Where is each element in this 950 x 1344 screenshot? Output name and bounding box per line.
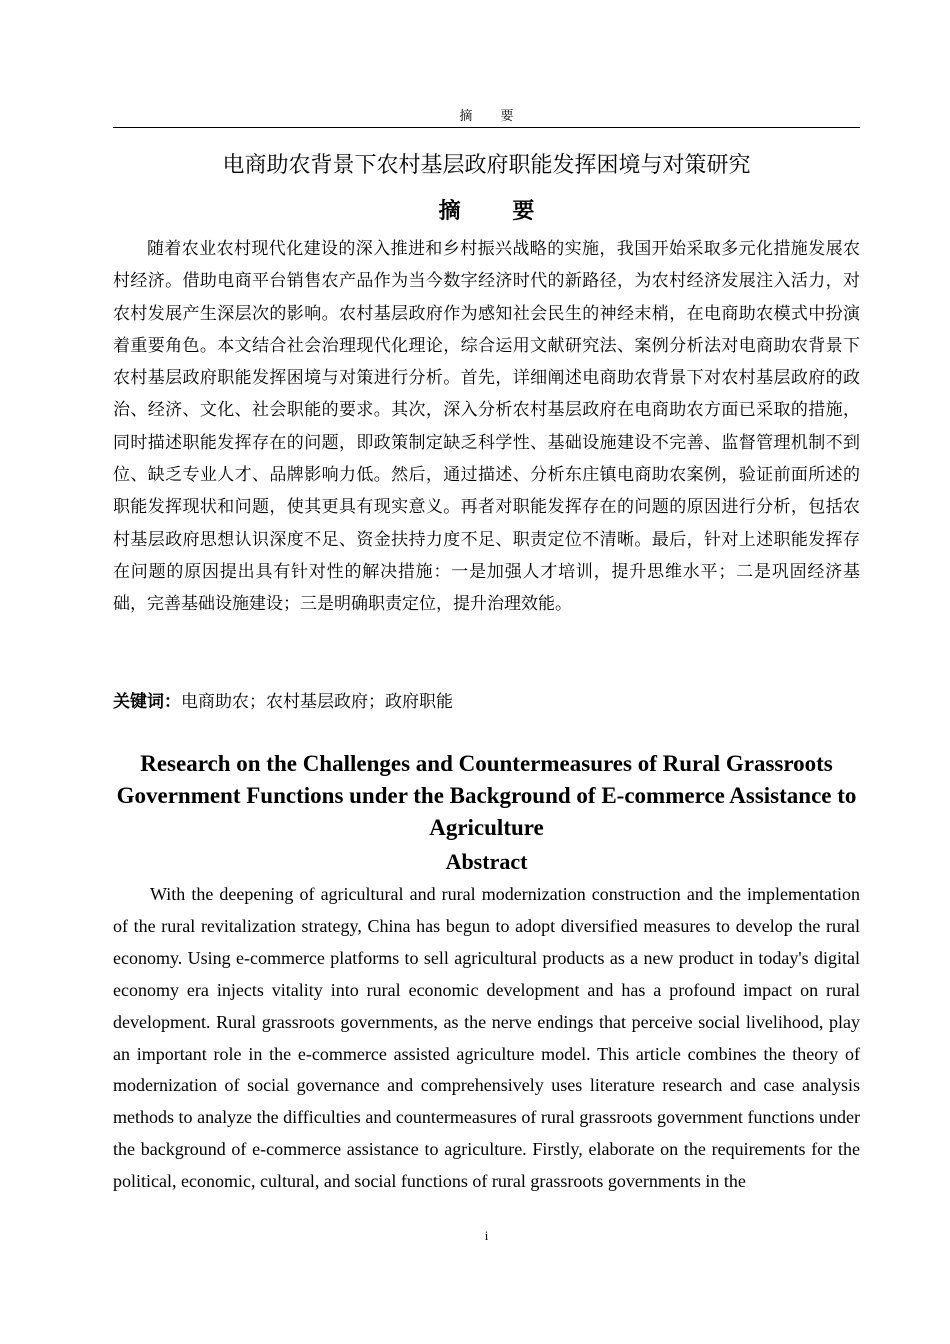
keywords-line (113, 686, 860, 718)
chinese-title: 电商助农背景下农村基层政府职能发挥困境与对策研究 (222, 153, 751, 178)
header-rule (113, 127, 860, 128)
chinese-abstract-heading: 摘 要 (438, 198, 557, 224)
english-abstract-body: With the deepening of agricultural and rural modernization construction and the implementation of the rural revitalization strategy, China has begun to adopt diversified measures to develop the rural economy. Using e-commerce platforms to sell agricultural products as a new product in today's digital economy era injects vitality into rural economic development and has a profound impact on rural development. Rural grassroots governments, as the nerve endings that perceive social livelihood, play an important role in the e-commerce assisted agriculture model. This article combines the theory of modernization of social governance and comprehensively uses literature research and case analysis methods to analyze the difficulties and countermeasures of rural grassroots government functions under the background of e-commerce assistance to agriculture. Firstly, elaborate on the requirements for the political, economic, cultural, and social functions of rural grassroots governments in the (113, 884, 860, 1192)
english-abstract-heading: Abstract (445, 849, 528, 874)
running-header: 摘 要 (459, 109, 526, 124)
keywords-text: 电商助农；农村基层政府；政府职能 (181, 692, 453, 712)
chinese-abstract-body: 随着农业农村现代化建设的深入推进和乡村振兴战略的实施，我国开始采取多元化措施发展农村经济。借助电商平台销售农产品作为当今数字经济时代的新路径，为农村经济发展注入活力，对农村发展产生深层次的影响。农村基层政府作为感知社会民生的神经末梢，在电商助农模式中扮演着重要角色。本文结合社会治理现代化理论，综合运用文献研究法、案例分析法对电商助农背景下农村基层政府职能发挥困境与对策进行分析。首先，详细阐述电商助农背景下对农村基层政府的政治、经济、文化、社会职能的要求。其次，深入分析农村基层政府在电商助农方面已采取的措施，同时描述职能发挥存在的问题，即政策制定缺乏科学性、基础设施建设不完善、监督管理机制不到位、缺乏专业人才、品牌影响力低。然后，通过描述、分析东庄镇电商助农案例，验证前面所述的职能发挥现状和问题，使其更具有现实意义。再者对职能发挥存在的问题的原因进行分析，包括农村基层政府思想认识深度不足、资金扶持力度不足、职责定位不清晰。最后，针对上述职能发挥存在问题的原因提出具有针对性的解决措施：一是加强人才培训，提升思维水平；二是巩固经济基础，完善基础设施建设；三是明确职责定位，提升治理效能。 (113, 239, 860, 615)
page-number: i (484, 1228, 489, 1243)
english-title: Research on the Challenges and Countermeasures of Rural Grassroots Government Functions under the Background of E-commerce Assistance to Agriculture (116, 751, 857, 840)
keywords-label: 关键词： (113, 692, 181, 712)
